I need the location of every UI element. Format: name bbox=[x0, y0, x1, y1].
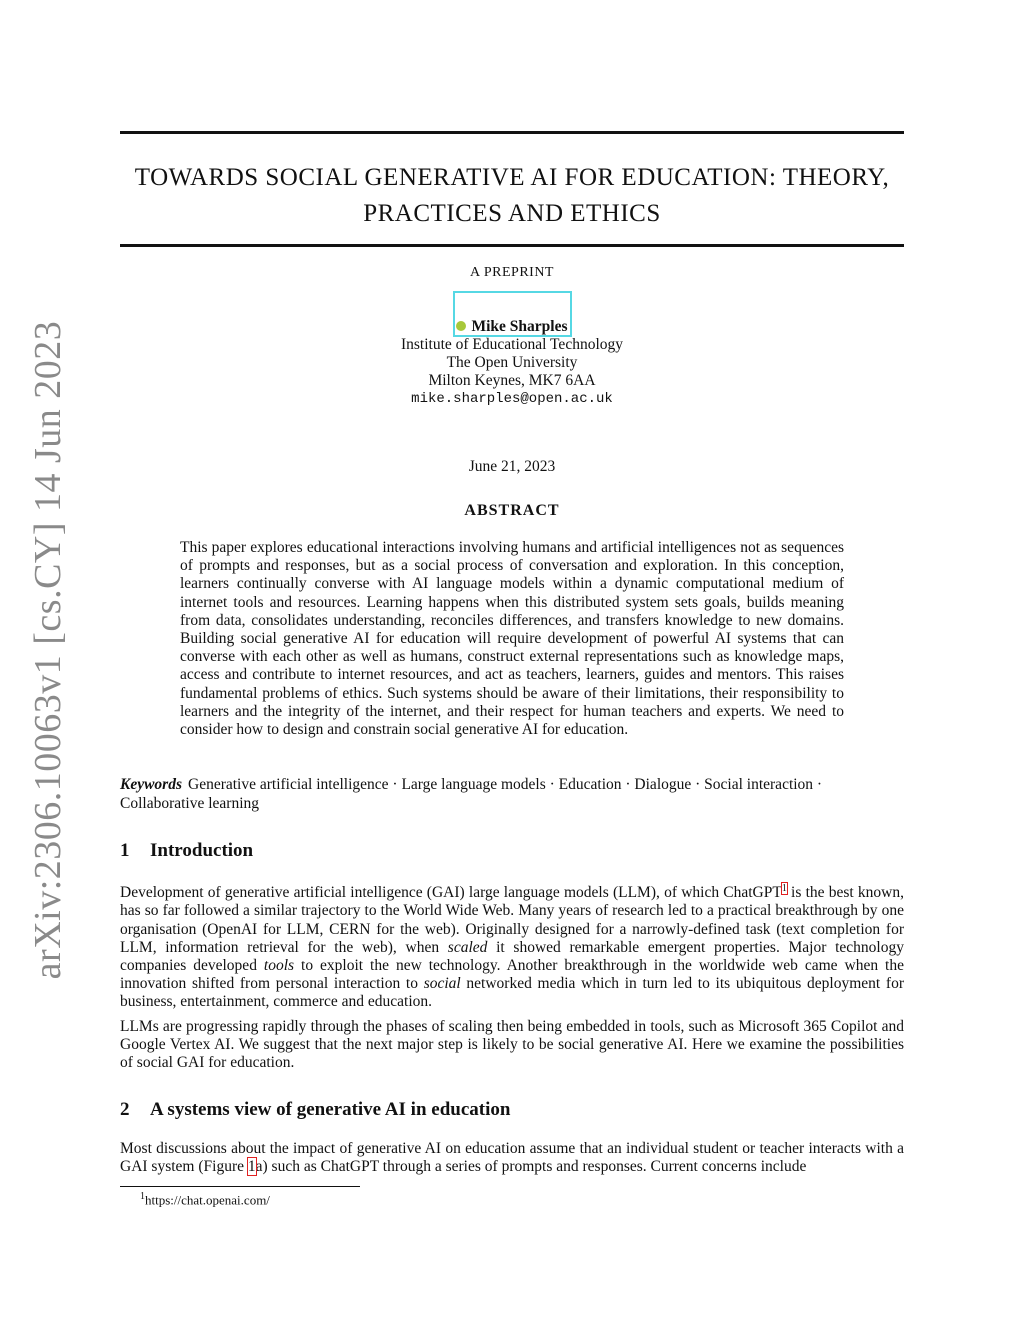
footnote bbox=[140, 1191, 270, 1208]
figure-link[interactable]: 1 bbox=[247, 1158, 256, 1176]
arxiv-identifier: arXiv:2306.10063v1 [cs.CY] 14 Jun 2023 bbox=[27, 320, 69, 980]
paper-title bbox=[120, 160, 904, 232]
section-number: 2 bbox=[120, 1099, 130, 1120]
section-heading-systems-view bbox=[120, 1099, 510, 1121]
keywords-list: Generative artificial intelligence · Large language models · Education · Dialogue · Social interaction · Collaborative learning bbox=[120, 776, 823, 812]
intro-paragraph-1: Development of generative artificial intelligence (GAI) large language models (LLM), of which ChatGPT$^1$ is the best known, has so far followed a similar trajectory to the World Wide Web. Many years of research led to a practical breakthrough by one organisation (OpenAI for LLM, CERN for the web). Originally designed for a narrowly-defined task (text completion for LLM, information retrieval for the web), when scaled it showed remarkable emergent properties. Major technology companies developed tools to exploit the new technology. Another breakthrough in the worldwide web came when the innovation shifted from personal interaction to social networked media which in turn led to its ubiquitous deployment for business, entertainment, commerce and education. bbox=[120, 883, 904, 1011]
section-number: 1 bbox=[120, 840, 130, 861]
keywords bbox=[120, 776, 904, 813]
abstract-heading: ABSTRACT bbox=[464, 502, 560, 519]
systems-paragraph-1: Most discussions about the impact of generative AI on education assume that an individual student or teacher interacts with a GAI system (Figure 1a) such as ChatGPT through a series of prompts and responses. Current concerns include bbox=[120, 1140, 904, 1176]
author-name[interactable]: Mike Sharples bbox=[471, 318, 568, 335]
preprint-label: A PREPRINT bbox=[470, 265, 554, 280]
section-title: A systems view of generative AI in education bbox=[150, 1099, 511, 1120]
footnote-mark: 1 bbox=[140, 1191, 145, 1202]
author-affiliation-institute: Institute of Educational Technology bbox=[400, 336, 624, 353]
footnote-url[interactable]: https://chat.openai.com/ bbox=[145, 1192, 270, 1208]
footnote-rule bbox=[120, 1186, 360, 1187]
section-title: Introduction bbox=[150, 840, 254, 861]
intro-paragraph-2: LLMs are progressing rapidly through the phases of scaling then being embedded in tools, such as Microsoft 365 Copilot and Google Vertex AI. We suggest that the next major step is likely to be social generative AI. Here we examine the possibilities of social GAI for education. bbox=[120, 1018, 904, 1072]
section-heading-introduction bbox=[120, 840, 253, 862]
title-line-2: PRACTICES AND ETHICS bbox=[363, 200, 661, 227]
keywords-label: Keywords bbox=[120, 776, 182, 793]
title-rule-bottom bbox=[120, 244, 904, 247]
paper-date: June 21, 2023 bbox=[468, 458, 556, 475]
footnote-link[interactable]: 1 bbox=[781, 883, 787, 894]
title-rule-top bbox=[120, 131, 904, 134]
orcid-icon[interactable] bbox=[456, 321, 466, 331]
author-address: Milton Keynes, MK7 6AA bbox=[428, 372, 596, 389]
title-line-1: TOWARDS SOCIAL GENERATIVE AI FOR EDUCATION: THEORY, bbox=[134, 164, 890, 191]
abstract-text: This paper explores educational interactions involving humans and artificial intelligences not as sequences of prompts and responses, but as a social process of conversation and exploration. In this conception, learners continually converse with AI language models within a dynamic computational medium of internet tools and resources. Learning happens when this distributed system sets goals, builds meaning from data, consolidates understanding, reconciles differences, and transfers knowledge to new domains. Building social generative AI for education will require development of powerful AI systems that can converse with each other as well as humans, construct external representations such as knowledge maps, access and contribute to internet resources, and act as teachers, learners, guides and mentors. This raises fundamental problems of ethics. Such systems should be aware of their limitations, their responsibility to learners and the integrity of the internet, and their respect for human teachers and experts. We need to consider how to design and constrain social generative AI for education. bbox=[180, 539, 844, 739]
author-affiliation-university: The Open University bbox=[446, 354, 578, 371]
author-email[interactable]: mike.sharples@open.ac.uk bbox=[411, 391, 613, 407]
author-block bbox=[0, 318, 1024, 408]
